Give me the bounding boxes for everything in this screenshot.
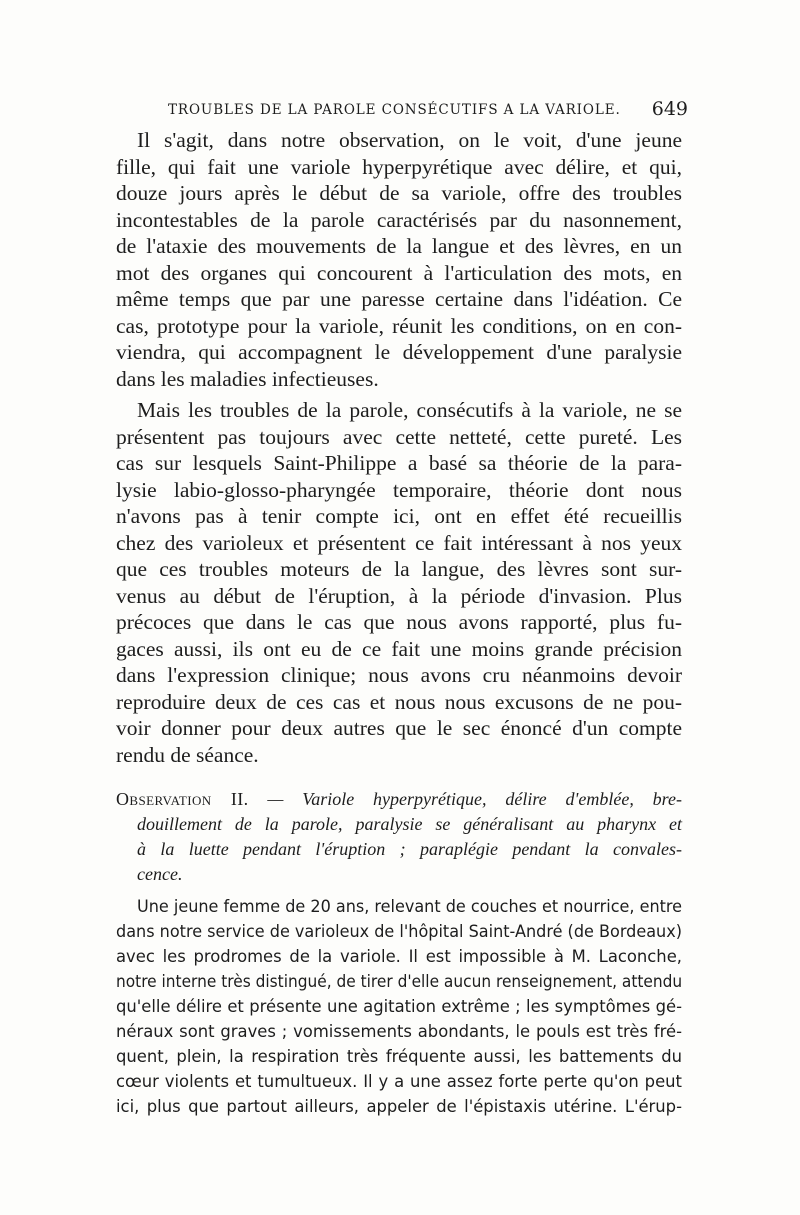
text-line: Il s'agit, dans notre observation, on le voit, d'une jeune: [137, 128, 682, 152]
text-line: rendu de séance.: [116, 742, 259, 767]
observation-title-line: douillement de la parole, paralysie se généralisant au pharynx et: [137, 814, 682, 834]
running-title: TROUBLES DE LA PAROLE CONSÉCUTIFS A LA VARIOLE.: [168, 102, 621, 118]
text-line: néraux sont graves ; vomissements abondants, le pouls est très fré-: [116, 1022, 682, 1041]
observation-title: — Variole hyperpyrétique, délire d'emblée, bre-: [267, 789, 682, 809]
observation-title-line: à la luette pendant l'éruption ; paraplégie pendant la convales-: [137, 839, 682, 859]
text-line: chez des varioleux et présentent ce fait intéressant à nos yeux: [116, 530, 682, 555]
text-line: voir donner pour deux autres que le sec énoncé d'un compte: [116, 716, 682, 740]
text-line: incontestables de la parole caractérisés par du nasonnement,: [116, 207, 682, 232]
text-line: mot des organes qui concourent à l'articulation des mots, en: [116, 260, 682, 285]
text-line: douze jours après le début de sa variole, offre des troubles: [116, 181, 682, 205]
text-line: dans l'expression clinique; nous avons cru néanmoins devoir: [116, 663, 682, 687]
page-header: [168, 98, 688, 122]
text-line: dans les maladies infectieuses.: [116, 366, 379, 391]
text-line: n'avons pas à tenir compte ici, ont en effet été recueillis: [116, 504, 682, 528]
text-line: avec les prodromes de la variole. Il est impossible à M. Laconche,: [116, 947, 682, 966]
text-line: ici, plus que partout ailleurs, appeler de l'épistaxis utérine. L'érup-: [116, 1097, 682, 1116]
text-line: présentent pas toujours avec cette netteté, cette pureté. Les: [116, 424, 682, 449]
text-line: notre interne très distingué, de tirer d'elle aucun renseignement, attendu: [116, 972, 683, 991]
text-line: quent, plein, la respiration très fréquente aussi, les battements du: [116, 1047, 682, 1066]
text-line: cas, prototype pour la variole, réunit les conditions, on en con-: [116, 313, 682, 338]
text-line: venus au début de l'éruption, à la période d'invasion. Plus: [116, 583, 682, 608]
text-line: précoces que dans le cas que nous avons rapporté, plus fu-: [116, 610, 682, 634]
text-line: reproduire deux de ces cas et nous nous excusons de ne pou-: [116, 689, 682, 714]
text-line: qu'elle délire et présente une agitation extrême ; les symptômes gé-: [116, 997, 682, 1016]
observation-label: Observation II.: [116, 789, 249, 809]
text-line: de l'ataxie des mouvements de la langue et des lèvres, en un: [116, 234, 682, 258]
text-line: cas sur lesquels Saint-Philippe a basé sa théorie de la para-: [116, 451, 682, 475]
observation-heading: [116, 787, 682, 811]
text-line: fille, qui fait une variole hyperpyrétique avec délire, et qui,: [116, 154, 682, 179]
text-line: lysie labio-glosso-pharyngée temporaire, théorie dont nous: [116, 477, 682, 502]
text-line: dans notre service de varioleux de l'hôpital Saint-André (de Bordeaux): [116, 922, 682, 941]
text-line: même temps que par une paresse certaine dans l'idéation. Ce: [116, 287, 682, 311]
text-line: Mais les troubles de la parole, consécutifs à la variole, ne se: [137, 398, 682, 422]
text-line: gaces aussi, ils ont eu de ce fait une moins grande précision: [116, 636, 682, 661]
text-line: cœur violents et tumultueux. Il y a une assez forte perte qu'on peut: [116, 1072, 682, 1091]
text-line: Une jeune femme de 20 ans, relevant de couches et nourrice, entre: [137, 897, 683, 916]
text-line: viendra, qui accompagnent le développement d'une paralysie: [116, 340, 682, 364]
text-line: que ces troubles moteurs de la langue, des lèvres sont sur-: [116, 557, 682, 581]
page-number: 649: [651, 98, 688, 120]
observation-title-line: cence.: [137, 864, 183, 884]
